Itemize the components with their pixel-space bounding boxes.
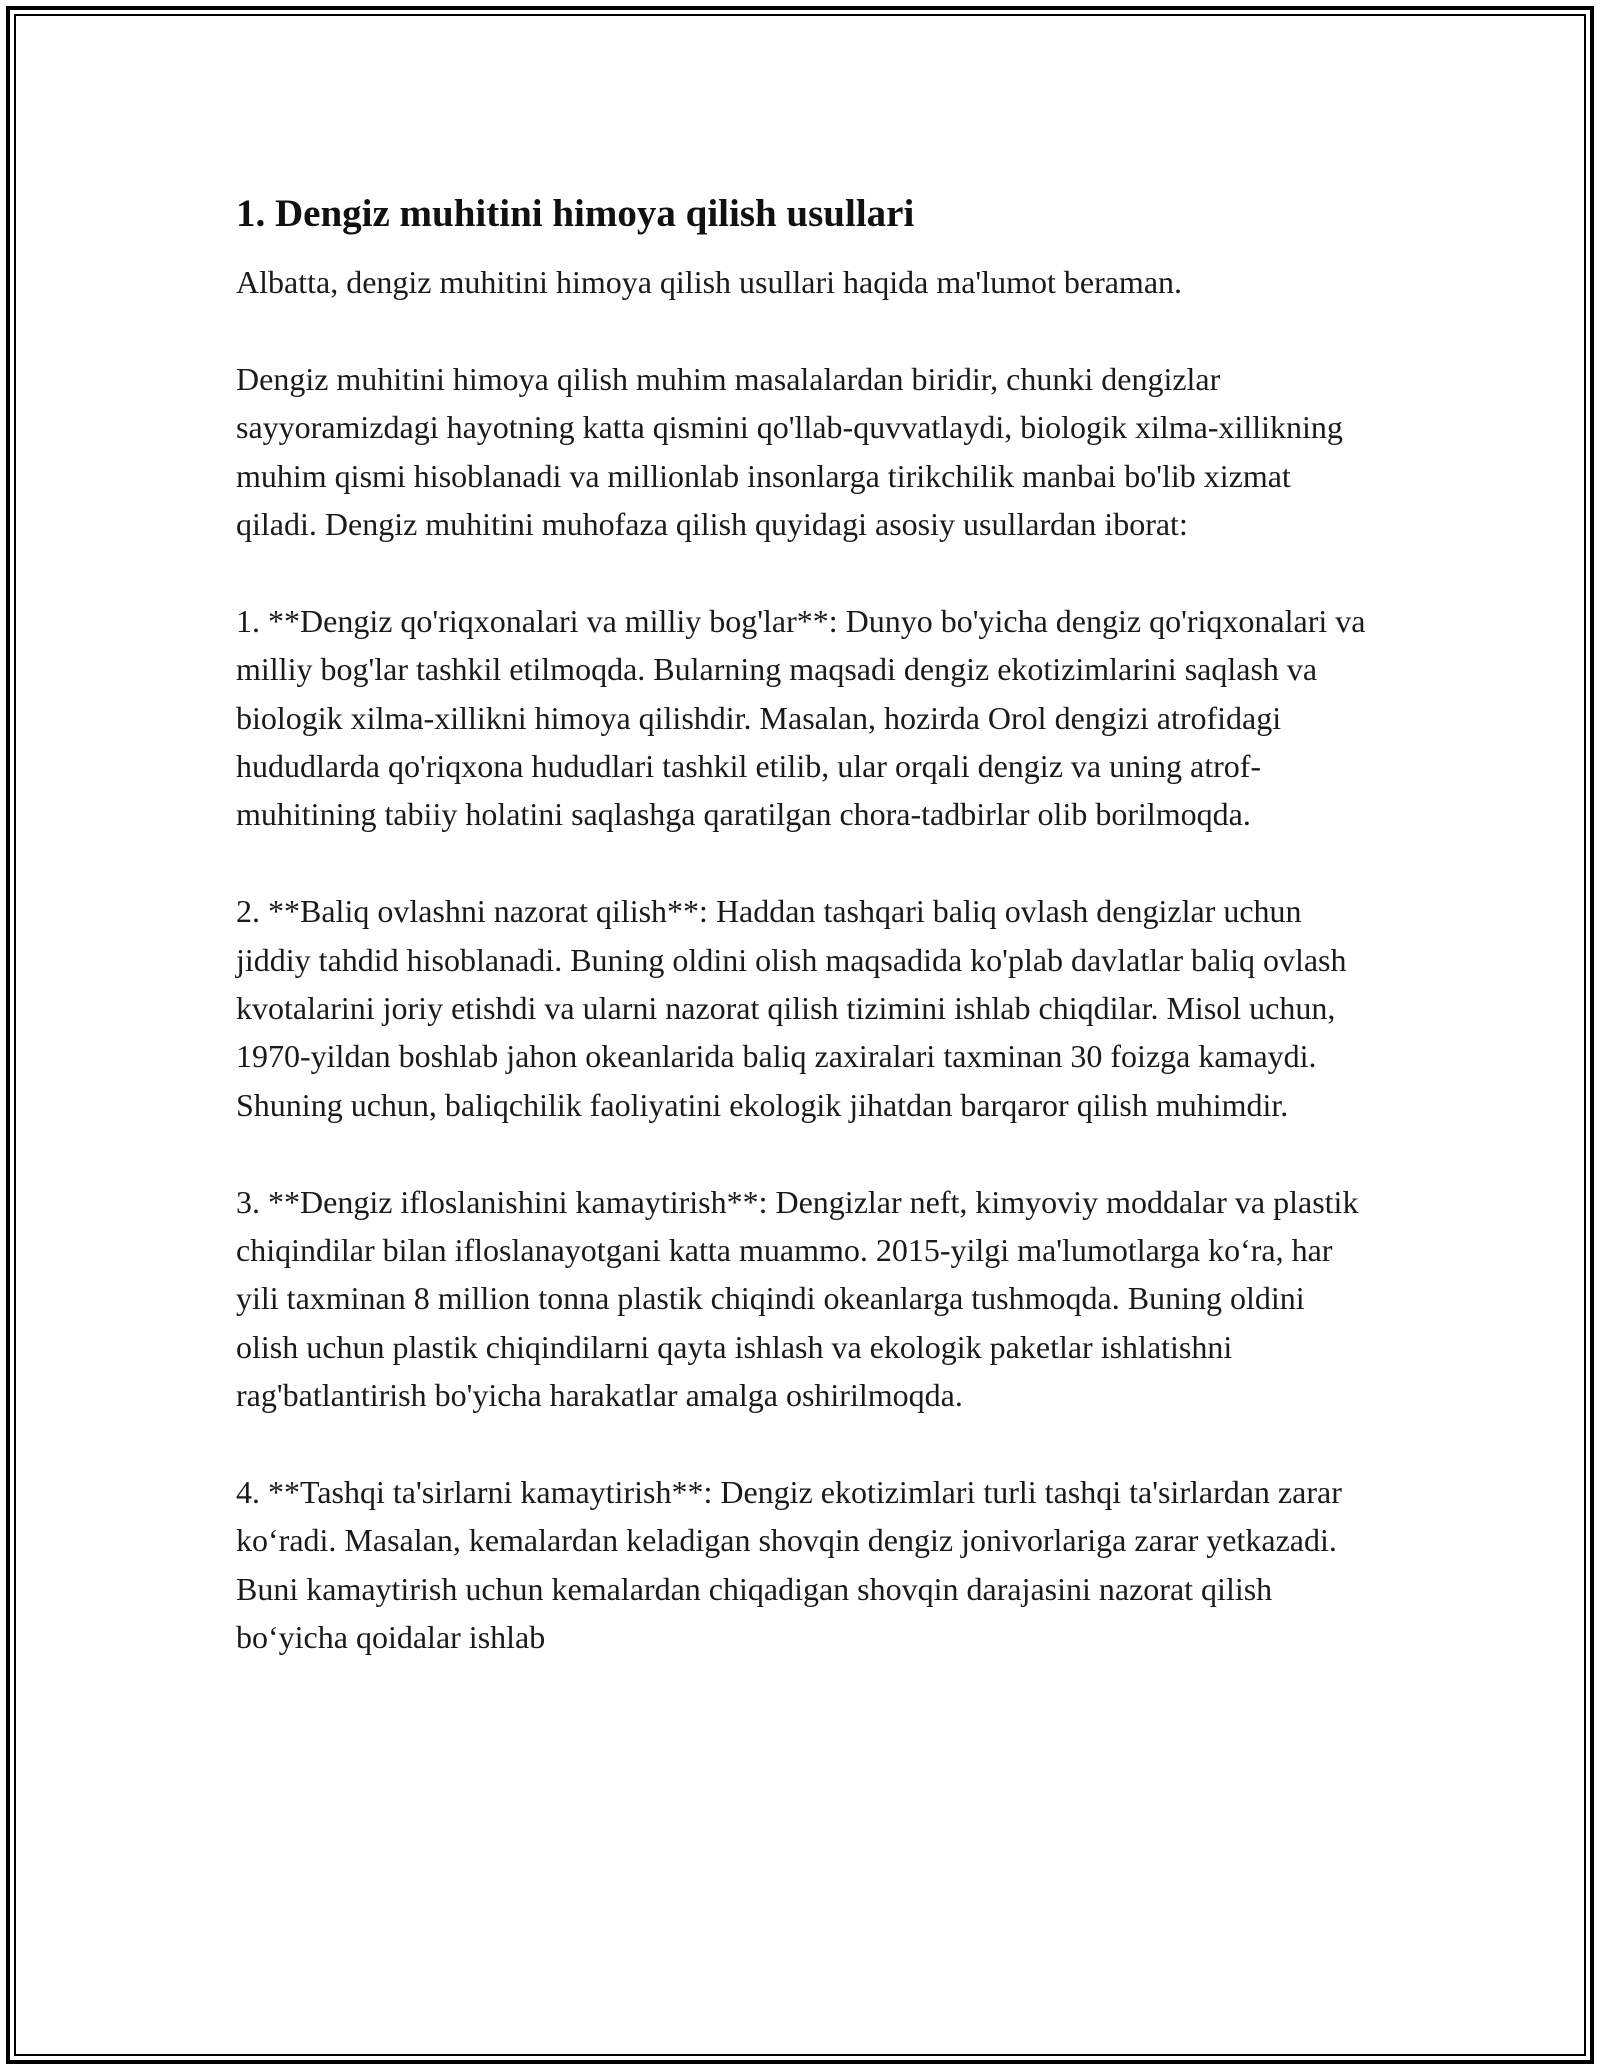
overview-paragraph: Dengiz muhitini himoya qilish muhim masalalardan biridir, chunki dengizlar sayyoramizdagi hayotning katta qismini qo'llab-quvvatlaydi, biologik xilma-xillikning muhim qismi hisoblanadi va millionlab insonlarga tirikchilik manbai bo'lib xizmat qiladi. Dengiz muhitini muhofaza qilish quyidagi asosiy usullardan iborat: [236,360,1343,543]
list-item-3-paragraph: 3. **Dengiz ifloslanishini kamaytirish**: Dengizlar neft, kimyoviy moddalar va plastik chiqindilar bilan ifloslanayotgani katta muammo. 2015-yilgi ma'lumotlarga ko‘ra, har yili taxminan 8 million tonna plastik chiqindi okeanlarga tushmoqda. Buning oldini olish uchun plastik chiqindilarni qayta ishlash va ekologik paketlar ishlatishni rag'batlantirish bo'yicha harakatlar amalga oshirilmoqda. [236,1183,1359,1414]
document-title: 1. Dengiz muhitini himoya qilish usullari [236,192,915,235]
intro-paragraph: Albatta, dengiz muhitini himoya qilish usullari haqida ma'lumot beraman. [236,264,1183,300]
list-item-1-paragraph: 1. **Dengiz qo'riqxonalari va milliy bog'lar**: Dunyo bo'yicha dengiz qo'riqxonalari va milliy bog'lar tashkil etilmoqda. Bularning maqsadi dengiz ekotizimlarini saqlash va biologik xilma-xillikni himoya qilishdir. Masalan, hozirda Orol dengizi atrofidagi hududlarda qo'riqxona hududlari tashkil etilib, ular orqali dengiz va uning atrof-muhitining tabiiy holatini saqlashga qaratilgan chora-tadbirlar olib borilmoqda. [236,602,1366,833]
list-item-2-paragraph: 2. **Baliq ovlashni nazorat qilish**: Haddan tashqari baliq ovlash dengizlar uchun jiddiy tahdid hisoblanadi. Buning oldini olish maqsadida ko'plab davlatlar baliq ovlash kvotalarini joriy etishdi va ularni nazorat qilish tizimini ishlab chiqdilar. Misol uchun, 1970-yildan boshlab jahon okeanlarida baliq zaxiralari taxminan 30 foizga kamaydi. Shuning uchun, baliqchilik faoliyatini ekologik jihatdan barqaror qilish muhimdir. [236,893,1347,1123]
list-item-4-paragraph: 4. **Tashqi ta'sirlarni kamaytirish**: Dengiz ekotizimlari turli tashqi ta'sirlardan zarar ko‘radi. Masalan, kemalardan keladigan shovqin dengiz jonivorlariga zarar yetkazadi. Buni kamaytirish uchun kemalardan chiqadigan shovqin darajasini nazorat qilish bo‘yicha qoidalar ishlab [236,1474,1342,1656]
document-body [236,186,1366,1662]
